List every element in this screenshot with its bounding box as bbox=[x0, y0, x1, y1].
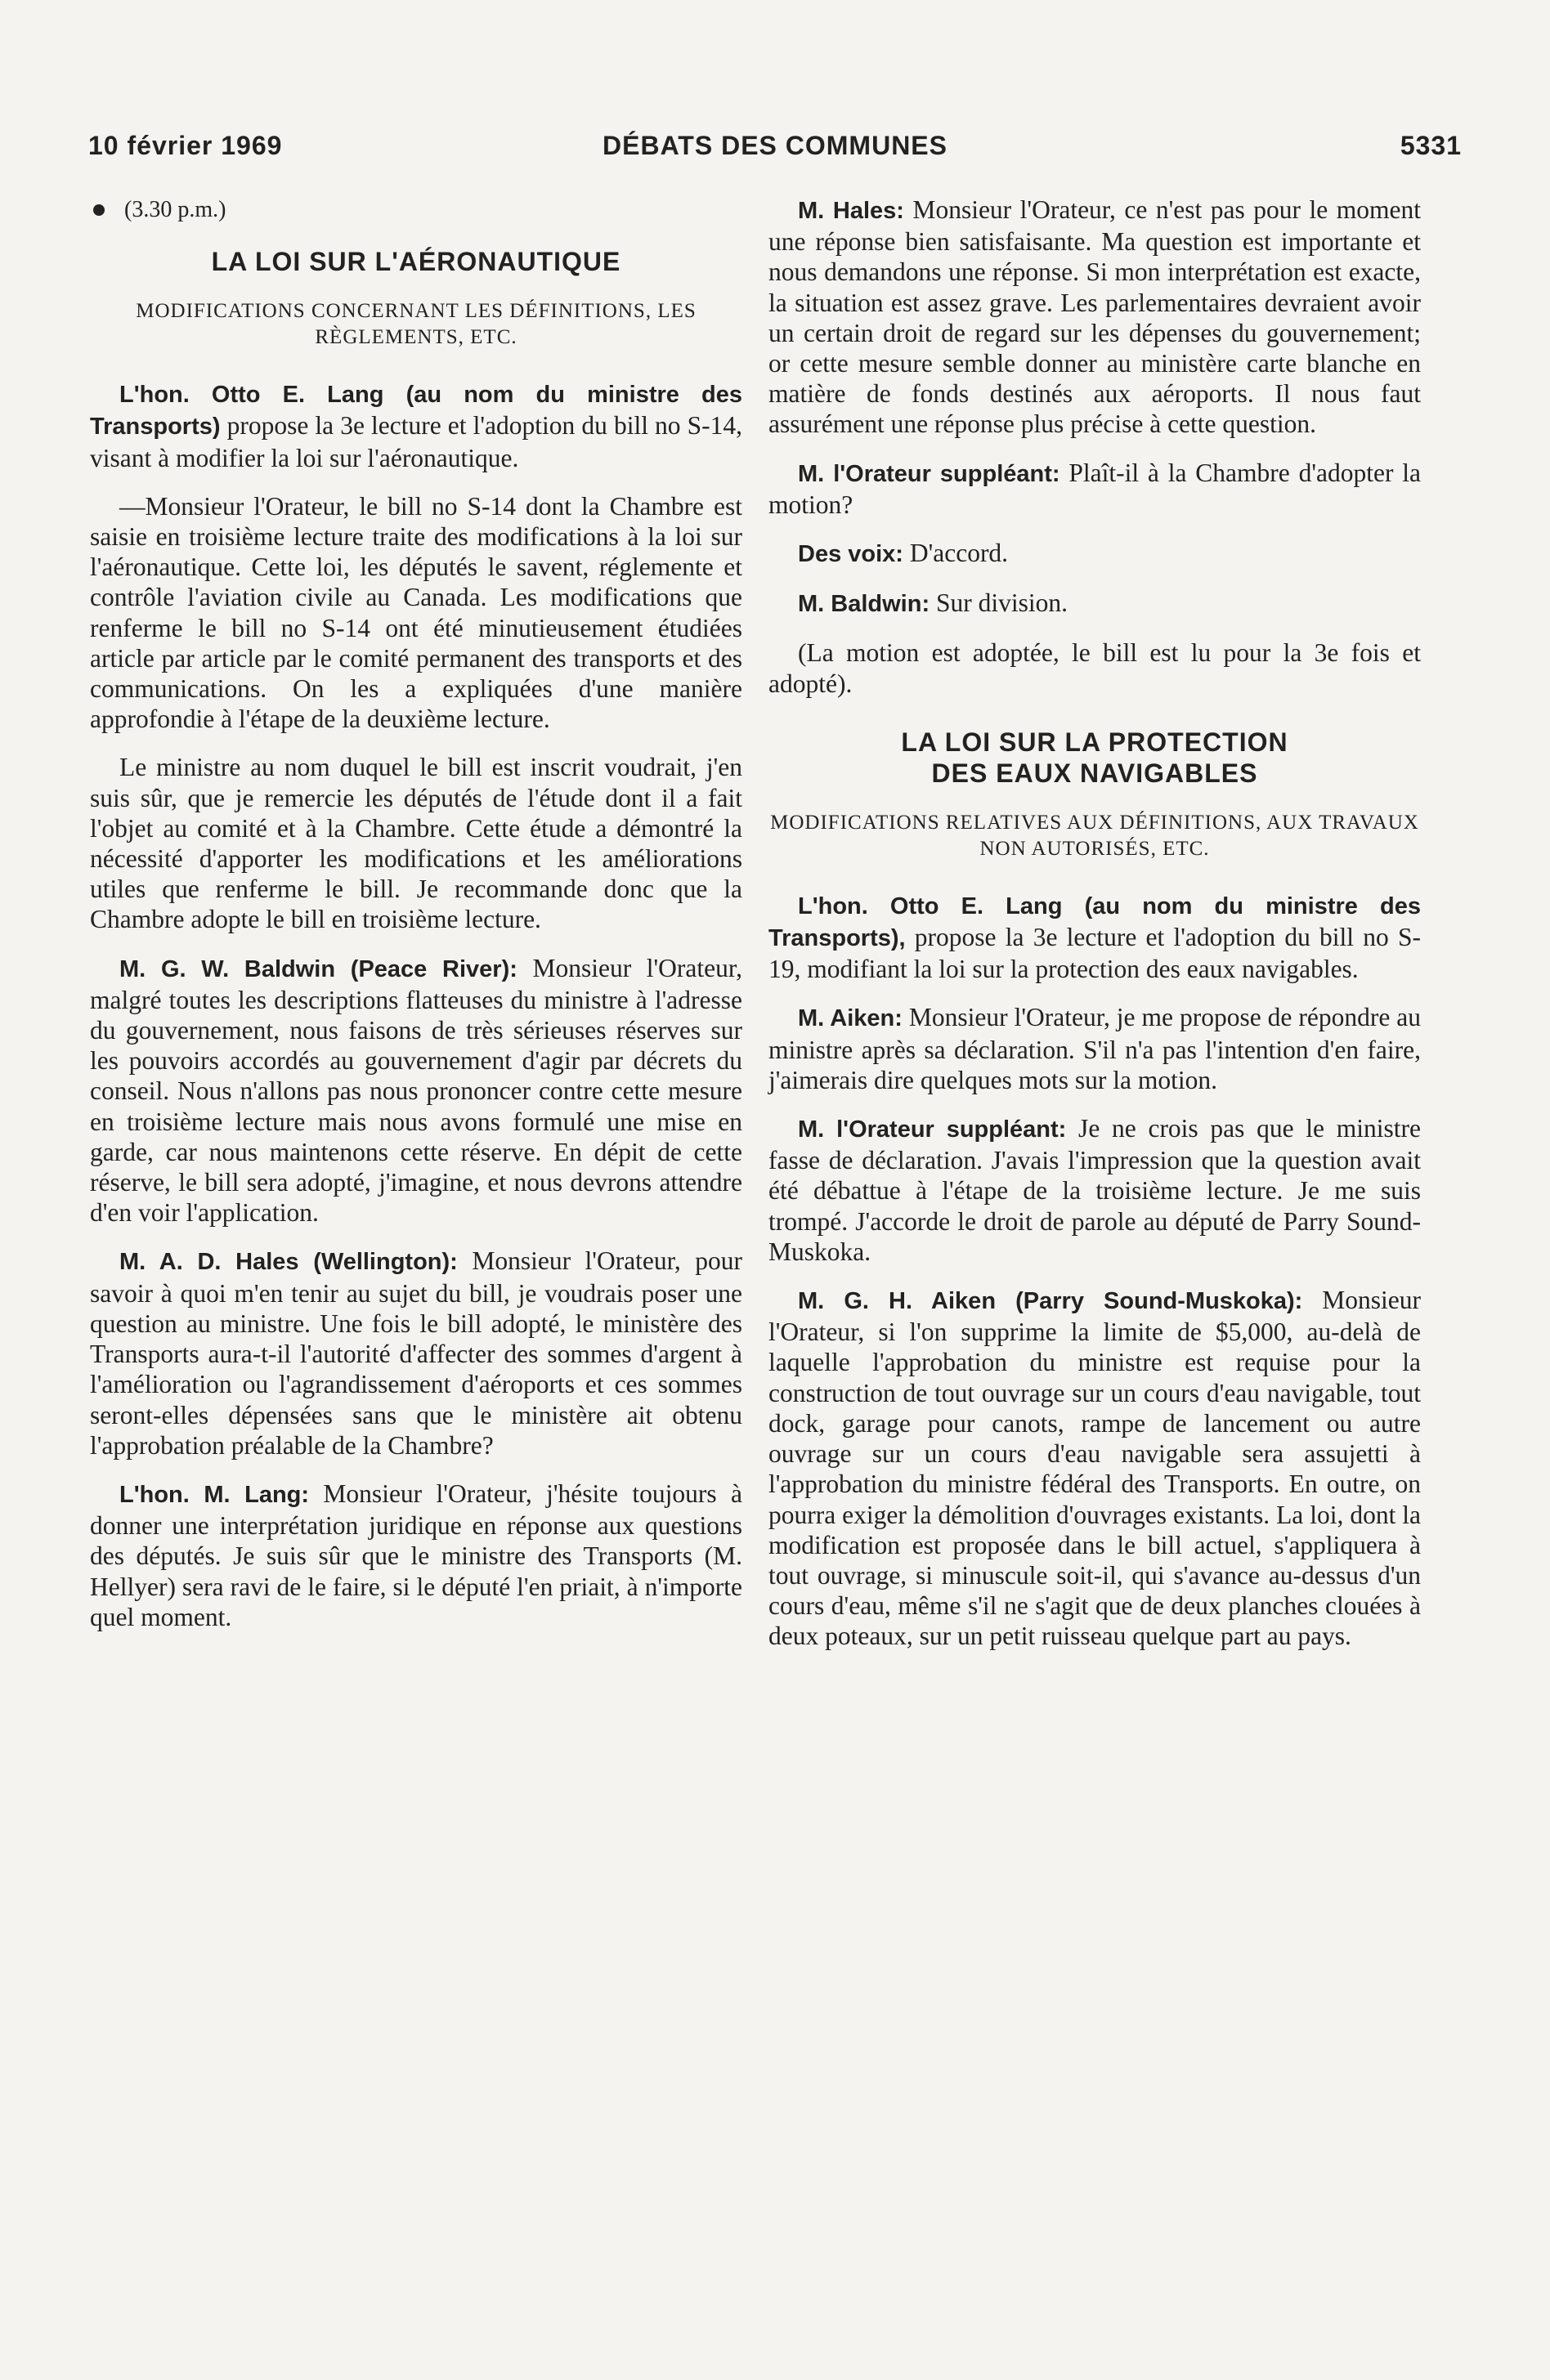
speaker-name: Des voix: bbox=[798, 541, 903, 568]
paragraph-text: Je ne crois pas que le ministre fasse de déclaration. J'avais l'impression que la question avait été débattue à l'étape de la troisième lecture. Je me suis trompé. J'accorde le droit de parole au député de Parry Sound-Muskoka. bbox=[768, 1114, 1421, 1266]
paragraph-text: Plaît-il à la Chambre d'adopter la motion? bbox=[768, 458, 1421, 519]
paragraph bbox=[768, 1113, 1421, 1267]
section-subtitle: MODIFICATIONS RELATIVES AUX DÉFINITIONS, AUX TRAVAUX NON AUTORISÉS, ETC. bbox=[770, 811, 1419, 860]
paragraph: (La motion est adoptée, le bill est lu pour la 3e fois et adopté). bbox=[768, 638, 1421, 698]
paragraph bbox=[768, 890, 1421, 985]
speaker-name: M. G. H. Aiken (Parry Sound-Muskoka): bbox=[798, 1288, 1303, 1315]
speaker-name: M. l'Orateur suppléant: bbox=[798, 1116, 1067, 1143]
header-date: 10 février 1969 bbox=[88, 131, 283, 160]
paragraph-text: Monsieur l'Orateur, ce n'est pas pour le moment une réponse bien satisfaisante. Ma question est importante et nous demandons une réponse. Si mon interprétation est exacte, la situation est assez grave. Les parlementaires devraient avoir un certain droit de regard sur les dépenses du gouvernement; or cette mesure semble donner au ministère carte blanche en matière de fonds destinés aux aéroports. Il nous faut assurément une réponse plus précise à cette question. bbox=[768, 195, 1421, 439]
paragraph: —Monsieur l'Orateur, le bill no S-14 dont la Chambre est saisie en troisième lecture traite des modifications à la loi sur l'aéronautique. Cette loi, les députés le savent, réglemente et contrôle l'aviation civile au Canada. Les modifications que renferme le bill no S-14 ont été minutieusement étudiées article par article par le comité permanent des transports et des communications. On les a expliquées d'une manière approfondie à l'étape de la deuxième lecture. bbox=[90, 491, 742, 734]
speaker-name: M. Hales: bbox=[798, 198, 904, 224]
speaker-name: L'hon. Otto E. Lang (au nom du ministre des Transports), bbox=[768, 892, 1421, 952]
running-header bbox=[88, 131, 1462, 167]
bullet-icon bbox=[93, 204, 105, 216]
speaker-name: M. G. W. Baldwin (Peace River): bbox=[119, 955, 517, 982]
paragraph-text: propose la 3e lecture et l'adoption du bill no S-14, visant à modifier la loi sur l'aéronautique. bbox=[90, 411, 742, 472]
speaker-name: M. Baldwin: bbox=[798, 591, 930, 618]
section-subtitle: MODIFICATIONS CONCERNANT LES DÉFINITIONS, LES RÈGLEMENTS, ETC. bbox=[136, 300, 697, 349]
paragraph-text: Monsieur l'Orateur, si l'on supprime la limite de $5,000, au-delà de laquelle l'approbation du ministre est requise pour la construction de tout ouvrage sur un cours d'eau navigable, tout dock, garage pour canots, rampe de lancement ou autre ouvrage sur un cours d'eau navigable sera assujetti à l'approbation du ministre fédéral des Transports. En outre, on pourra exiger la démolition d'ouvrages existants. La loi, dont la modification est proposée dans le bill actuel, s'appliquera à tout ouvrage, si minuscule soit-il, qui s'avance au-dessus d'un cours d'eau, même s'il ne s'agit que de deux planches clouées à deux poteaux, sur un petit ruisseau quelque part au pays. bbox=[768, 1286, 1422, 1651]
paragraph bbox=[90, 378, 742, 473]
paragraph-text: Monsieur l'Orateur, j'hésite toujours à donner une interprétation juridique en réponse aux questions des députés. Je suis sûr que le ministre des Transports (M. Hellyer) sera ravi de le faire, si le député l'en priait, à n'importe quel moment. bbox=[90, 1479, 743, 1631]
paragraph-text: Monsieur l'Orateur, je me propose de répondre au ministre après sa déclaration. S'il n'a pas l'intention d'en faire, j'aimerais dire quelques mots sur la motion. bbox=[768, 1003, 1421, 1094]
paragraph bbox=[768, 1285, 1421, 1651]
section-title: LA LOI SUR L'AÉRONAUTIQUE bbox=[211, 247, 621, 277]
paragraph bbox=[90, 1479, 742, 1632]
paragraph-text: Monsieur l'Orateur, malgré toutes les descriptions flatteuses du ministre à l'adresse du gouvernement, nous faisons de très sérieuses réserves sur les pouvoirs accordés au gouvernement d'agir par décrets du conseil. Nous n'allons pas nous prononcer contre cette mesure en troisième lecture mais nous avons formulé une mise en garde, car nous maintenons cette réserve. En dépit de cette réserve, le bill sera adopté, j'imagine, et nous devrons attendre d'en voir l'application. bbox=[90, 953, 742, 1228]
paragraph bbox=[90, 953, 742, 1228]
paragraph bbox=[768, 458, 1421, 520]
paragraph bbox=[90, 1246, 742, 1460]
paragraph-text: propose la 3e lecture et l'adoption du bill no S-19, modifiant la loi sur la protection des eaux navigables. bbox=[768, 923, 1421, 984]
speaker-name: M. l'Orateur suppléant: bbox=[798, 460, 1060, 487]
paragraph bbox=[768, 538, 1421, 570]
speaker-name: L'hon. Otto E. Lang (au nom du ministre des Transports) bbox=[90, 382, 742, 441]
paragraph: Le ministre au nom duquel le bill est inscrit voudrait, j'en suis sûr, que je remercie les députés de l'étude dont il a fait l'objet au comité et à la Chambre. Cette étude a démontré la nécessité d'apporter les modifications et les améliorations utiles que renferme le bill. Je recommande donc que la Chambre adopte le bill en troisième lecture. bbox=[90, 753, 742, 934]
paragraph bbox=[768, 195, 1421, 440]
left-column bbox=[90, 195, 742, 1650]
time-marker: (3.30 p.m.) bbox=[90, 195, 742, 225]
speaker-name: M. A. D. Hales (Wellington): bbox=[119, 1249, 458, 1276]
header-title: DÉBATS DES COMMUNES bbox=[603, 131, 947, 160]
paragraph-text: Sur division. bbox=[930, 588, 1068, 618]
right-column bbox=[768, 195, 1421, 1670]
paragraph-text: Monsieur l'Orateur, pour savoir à quoi m'en tenir au sujet du bill, je voudrais poser une question au ministre. Une fois le bill adopté, le ministère des Transports aura-t-il l'autorité d'affecter des sommes d'argent à l'amélioration ou l'agrandissement d'aéroports et ces sommes seront-elles dépensées sans que le ministère ait obtenu l'approbation préalable de la Chambre? bbox=[90, 1246, 742, 1460]
speaker-name: M. Aiken: bbox=[798, 1005, 903, 1032]
paragraph bbox=[768, 588, 1421, 620]
page-number: 5331 bbox=[1400, 131, 1462, 160]
paragraph bbox=[768, 1002, 1421, 1095]
speaker-name: L'hon. M. Lang: bbox=[119, 1481, 310, 1508]
section-title: LA LOI SUR LA PROTECTION DES EAUX NAVIGABLES bbox=[901, 727, 1288, 788]
paragraph-text: D'accord. bbox=[903, 539, 1009, 568]
